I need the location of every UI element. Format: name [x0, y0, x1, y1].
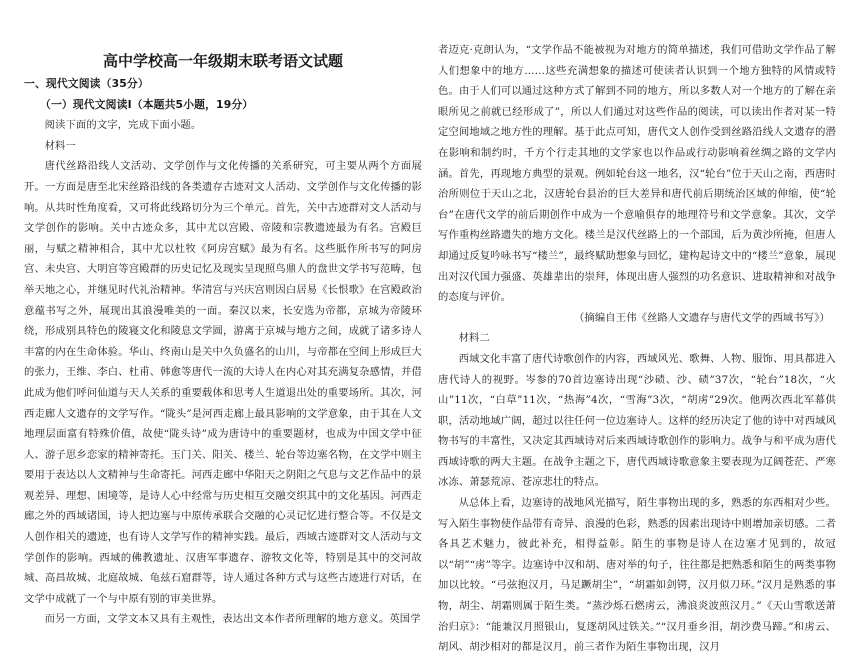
- left-column: [24, 46, 422, 630]
- material-label: 材料二: [458, 332, 490, 345]
- exam-title: 高中学校高一年级期末联考语文试题: [102, 52, 343, 70]
- material2-paragraph-1: 西域文化丰富了唐代诗歌创作的内容，西域风光、歌舞、人物、服饰、用具都进入唐代诗人的视野。岑参的70首边塞诗出现“沙碛、沙、碛”37次，“轮台”18次，“火山”11次，“白草”11次，“热海”4次，“雪海”3次，“胡虏”29次。他两次西北军幕供职，活动地域广阔，超过以往任何一位边塞诗人。这样的经历决定了他的诗中对西域风物书写的丰富性，又决定其西域诗对后来西域诗歌创作的影响力。战争与和平成为唐代西域诗歌的两大主题。在战争主题之下，唐代西域诗歌意象主要表现为辽阔苍茫、严寒冰冻、萧瑟荒凉、苍凉悲壮的特点。: [438, 352, 836, 489]
- material-label: 材料一: [44, 139, 76, 152]
- material1-paragraph-1: 唐代丝路沿线人文活动、文学创作与文化传播的关系研究，可主要从两个方面展开。一方面是唐至北宋丝路沿线的各类遗存古迹对文人活动、文学创作与文化传播的影响。从共时性角度看，又可将此线路切分为三个单元。首先，关中古迹群对文人活动与文学创作的影响。关中古迹众多，其中尤以宫殿、帝陵和宗教遗迹最为有名。宫殿巨丽，与赋之精神相合，其中尤以杜牧《阿房宫赋》最为有名。这些胝作所书写的阿房宫、未央宫、大明宫等宫殿群的历史记忆及现实呈现照鸟鼎人的盘世文学书写范畴，包举天地之心，并继见时代礼治精神。华清宫与兴庆宫则因白居易《长恨歌》在宫殿政治意蕴书写之外，展现出其浪漫唯美的一面。秦汉以来，长安选为帝都，京城为帝陵环绕，形成别具特色的陵寝文化和陵息文学圆，游离于京城与地方之间，成就了诸多诗人丰富的内在生命体验。华山、终南山是关中久负盛名的山川，与帝都在空间上形成巨大的张力，王维、李白、杜甫、韩愈等唐代一流的大诗人在内心对其充满复杂感情，并借此成为他们呼问仙道与天人关系的重要载体和思考人生道退出处的重要场所。其次，河西走廊人文遗存的文学写作。“陇头”是河西走廊上最具影响的文学意象，由于其在人文地理层面富有特殊价值，故使“陇头诗”成为唐诗中的重要题材，也成为中国文学中征人、游子思乡恋家的精神寄托。玉门关、阳关、楼兰、轮台等边塞名物，在文学中则主要用于表达以人文精神与生命寄托。河西走廊中华阳天之阴阳之气息与文艺作品中的景观差异、理想、困境等，是诗人心中经常与历史相互交融交织其中的文化基因。河西走廊之外的西域诸国，诗人把边塞与中原传承联合交融的心灵记忆进行整合等。不仅是文人创作相关的遗迹，也有诗人文学写作的精神实践。最后，西域古迹群对文人活动与文学创作的影响。西域的佛教遗址、汉唐军事遗存、游牧文化等，特别是其中的交河故城、高昌故城、北庭故城、龟兹石窟群等，诗人通过各种方式与这些古迹进行对话，在文学中成就了一个与中原有别的审美世界。: [24, 160, 422, 605]
- material1-paragraph-2-start: 而另一方面，文学文本又具有主观性，表达出文本作者所理解的地方意义。英国学: [44, 613, 421, 626]
- material1-source: （摘编自王伟《丝路人文遗存与唐代文学的西域书写》）: [573, 311, 830, 324]
- material2-paragraph-2: 从总体上看，边塞诗的战地风光描写，陌生事物出现的多，熟悉的东西相对少些。写入陌生事物使作品带有奇异、浪漫的色彩，熟悉的因素出现诗中则增加亲切感。二者各具艺术魅力，彼此补充，相得益彰。陌生的事物是诗人在边塞才见到的，故冠以“胡”“虏”等字。边塞诗中汉和胡、唐对举的句子，往往都是把熟悉和陌生的两类事物加以比较。“弓弦抱汉月，马足蹶胡尘”，“胡霜如剑锷，汉月似刀环。”汉月是熟悉的事物，胡尘、胡霜则属于陌生类。“蒸沙烁石燃虏云，沸浪炎波煎汉月。”《天山雪歌送萧治归京》：“能兼汉月照银山，复逐胡风过铁关。”“汉月垂乡泪，胡沙费马蹄。”和虏云、胡风、胡沙相对的都是汉月，前三者作为陌生事物出现，汉月: [438, 497, 836, 654]
- section-heading: 一、现代文阅读（35分）: [24, 77, 149, 90]
- subsection-heading: （一）现代文阅读Ⅰ（本题共5小题，19分）: [40, 97, 254, 111]
- reading-instruction: 阅读下面的文字，完成下面小题。: [44, 119, 202, 132]
- material1-paragraph-2: 者迈克·克朗认为，“文学作品不能被视为对地方的简单描述，我们可借助文学作品了解人们想象中的地方……这些充满想象的描述可使读者认识到一个地方独特的风情或特色。由于人们可以通过这种方式了解到不同的地方，所以多数人对一个地方的了解在亲眼所见之前就已经形成了”，所以人们通过对这些作品的阅读，可以读出作者对某一特定空间地域之地方性的理解。基于此点可知，唐代文人创作受到丝路沿线人文遗存的潜在影响和制约时，千方个行走其地的文学家也以作品或行动影响着丝绸之路的文学内涵。首先，再现地方典型的景观。例如轮台这一地名，汉“轮台”位于天山之南，西唐时治所则位于天山之北，汉唐轮台县治的巨大差异和唐代前后期统治区域的伸缩，使“轮台”在唐代文学的前后期创作中成为一个意喻俱存的地理符号和文学意象。其次，文学写作重构丝路遗失的地方文化。楼兰是汉代丝路上的一个部国，后为黄沙所掩，但唐人却通过反复吟咏书写“楼兰”，最终赋助想象与回忆，建构起诗文中的“楼兰”意象，展现出对汉代国力强盛、英雄辈出的崇拜，体现出唐人强烈的功名意识、进取精神和对战争的态度与评价。: [438, 44, 836, 304]
- right-column: [438, 40, 836, 658]
